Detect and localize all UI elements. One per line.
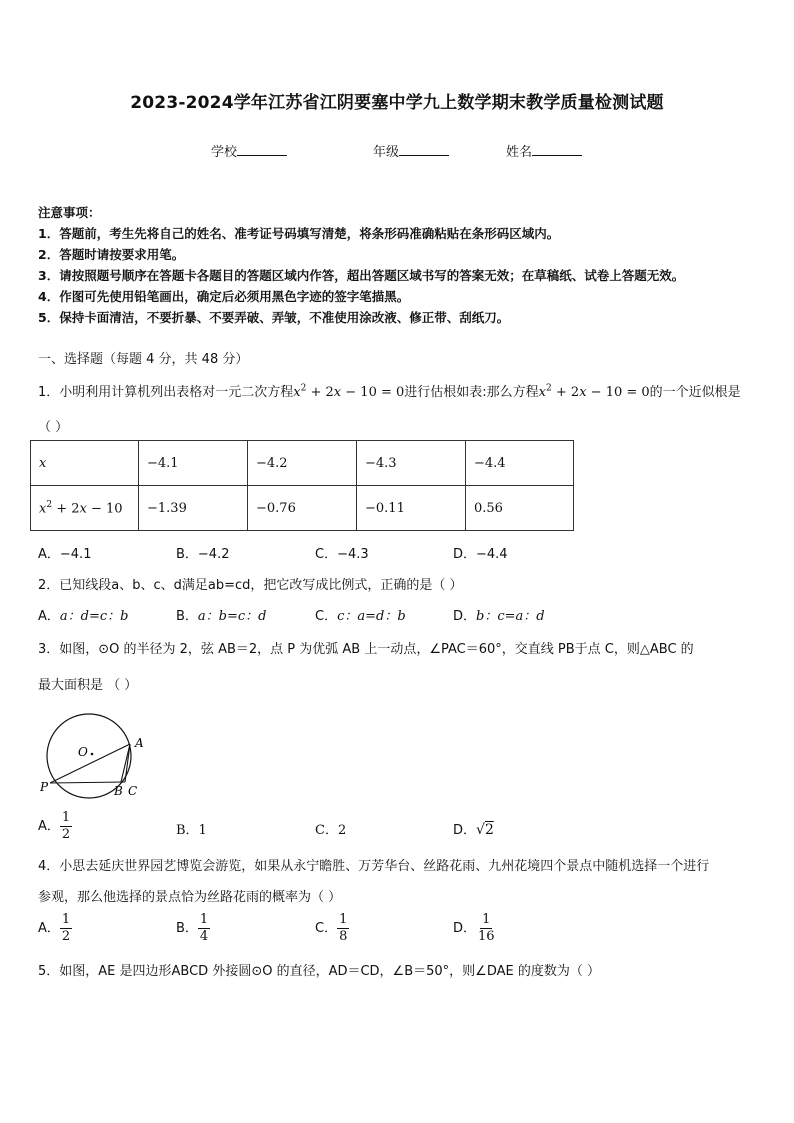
notice-item: 5．保持卡面清洁，不要折暴、不要弄破、弄皱，不准使用涂改液、修正带、刮纸刀。 xyxy=(38,310,510,325)
q1-option-d: D．−4.4 xyxy=(453,547,508,562)
table-cell: −4.4 xyxy=(466,441,574,486)
q3-option-b: B．1 xyxy=(176,823,207,838)
q4-option-d: D． $\frac{1}{16}$ xyxy=(453,912,495,944)
q4-option-a: A． $\frac{1}{2}$ xyxy=(38,912,71,944)
q2-option-b: B．a：b=c：d xyxy=(176,609,267,624)
q1-table xyxy=(30,440,574,531)
fraction: $\frac{1}{2}$ xyxy=(61,810,71,842)
label-a: A xyxy=(135,736,144,750)
sqrt-symbol: √2 xyxy=(476,822,494,838)
q1-option-c: C．−4.3 xyxy=(315,547,369,562)
label-b: B xyxy=(114,784,123,798)
q2-option-a: A．a：d=c：b xyxy=(38,609,129,624)
name-label: 姓名 xyxy=(506,145,533,160)
school-field xyxy=(211,141,287,160)
q2-option-c: C．c：a=d：b xyxy=(315,609,406,624)
q2-option-d: D．b：c=a：d xyxy=(453,609,545,624)
table-cell: $x^2 + 2x - 10$ xyxy=(31,486,139,531)
name-field xyxy=(506,141,582,160)
notice-item: 4．作图可先使用铅笔画出，确定后必须用黑色字迹的签字笔描黑。 xyxy=(38,289,410,304)
table-cell: −1.39 xyxy=(139,486,248,531)
grade-blank xyxy=(399,143,449,156)
school-label: 学校 xyxy=(211,145,238,160)
q1-paren: （ ） xyxy=(38,420,69,435)
q3-option-c: C．2 xyxy=(315,823,347,838)
table-cell: x xyxy=(31,441,139,486)
q1-prefix: 1．小明利用计算机列出表格对一元二次方程 xyxy=(38,385,294,400)
label-c: C xyxy=(128,784,138,798)
q1-option-b: B．−4.2 xyxy=(176,547,230,562)
q4-option-c: C． $\frac{1}{8}$ xyxy=(315,912,348,944)
center-point xyxy=(91,753,94,756)
table-cell: −0.11 xyxy=(357,486,466,531)
q2-stem: 2．已知线段a、b、c、d满足ab=cd，把它改写成比例式，正确的是（ ） xyxy=(38,578,463,593)
grade-label: 年级 xyxy=(373,145,400,160)
section-heading: 一、选择题（每题 4 分，共 48 分） xyxy=(38,352,249,367)
q3-stem-line2: 最大面积是 （ ） xyxy=(38,678,138,693)
q3-option-a: A． $\frac{1}{2}$ xyxy=(38,810,71,842)
table-cell: −4.3 xyxy=(357,441,466,486)
label-p: P xyxy=(40,780,49,794)
segment-pc xyxy=(50,782,125,783)
table-cell: 0.56 xyxy=(466,486,574,531)
q1-middle: 进行估根如表:那么方程 xyxy=(404,385,539,400)
q4-stem-line1: 4．小思去延庆世界园艺博览会游览，如果从永宁瞻胜、万芳华台、丝路花雨、九州花境四个景点中随机选择一个进行 xyxy=(38,859,710,874)
q4-stem-line2: 参观，那么他选择的景点恰为丝路花雨的概率为（ ） xyxy=(38,890,342,905)
fraction: $\frac{1}{16}$ xyxy=(478,912,495,944)
notice-heading: 注意事项： xyxy=(38,205,101,220)
q5-stem: 5．如图，AE 是四边形ABCD 外接圆⊙O 的直径，AD＝CD，∠B＝50°，则∠DAE 的度数为（ ） xyxy=(38,964,600,979)
name-blank xyxy=(532,143,582,156)
q3-stem-line1: 3．如图，⊙O 的半径为 2，弦 AB＝2，点 P 为优弧 AB 上一动点，∠PAC＝60°，交直线 PB于点 C，则△ABC 的 xyxy=(38,642,694,657)
label-o: O xyxy=(78,745,88,759)
fraction: $\frac{1}{4}$ xyxy=(199,912,209,944)
school-blank xyxy=(237,143,287,156)
q4-option-b: B． $\frac{1}{4}$ xyxy=(176,912,209,944)
table-row xyxy=(31,486,574,531)
table-cell: −4.1 xyxy=(139,441,248,486)
page-title: 2023-2024学年江苏省江阴要塞中学九上数学期末教学质量检测试题 xyxy=(130,93,664,113)
q1-stem xyxy=(38,381,741,400)
q1-equation-1: $x^2 + 2x - 10 = 0$ xyxy=(293,383,405,400)
fraction: $\frac{1}{2}$ xyxy=(61,912,71,944)
notice-item: 1．答题前，考生先将自己的姓名、准考证号码填写清楚，将条形码准确粘贴在条形码区域内。 xyxy=(38,226,560,241)
q1-suffix: 的一个近似根是 xyxy=(649,385,741,400)
q3-option-d: D．√2 xyxy=(453,822,494,838)
table-row xyxy=(31,441,574,486)
table-cell: −4.2 xyxy=(248,441,357,486)
q1-option-a: A．−4.1 xyxy=(38,547,92,562)
q3-circle-figure xyxy=(36,712,156,804)
fraction: $\frac{1}{8}$ xyxy=(339,912,348,944)
notice-item: 3．请按照题号顺序在答题卡各题目的答题区域内作答，超出答题区域书写的答案无效；在草稿纸、试卷上答题无效。 xyxy=(38,268,685,283)
q1-equation-2: $x^2 + 2x - 10 = 0$ xyxy=(538,383,650,400)
grade-field xyxy=(373,141,449,160)
segment-pa xyxy=(50,744,130,783)
table-cell: −0.76 xyxy=(248,486,357,531)
notice-item: 2．答题时请按要求用笔。 xyxy=(38,247,185,262)
